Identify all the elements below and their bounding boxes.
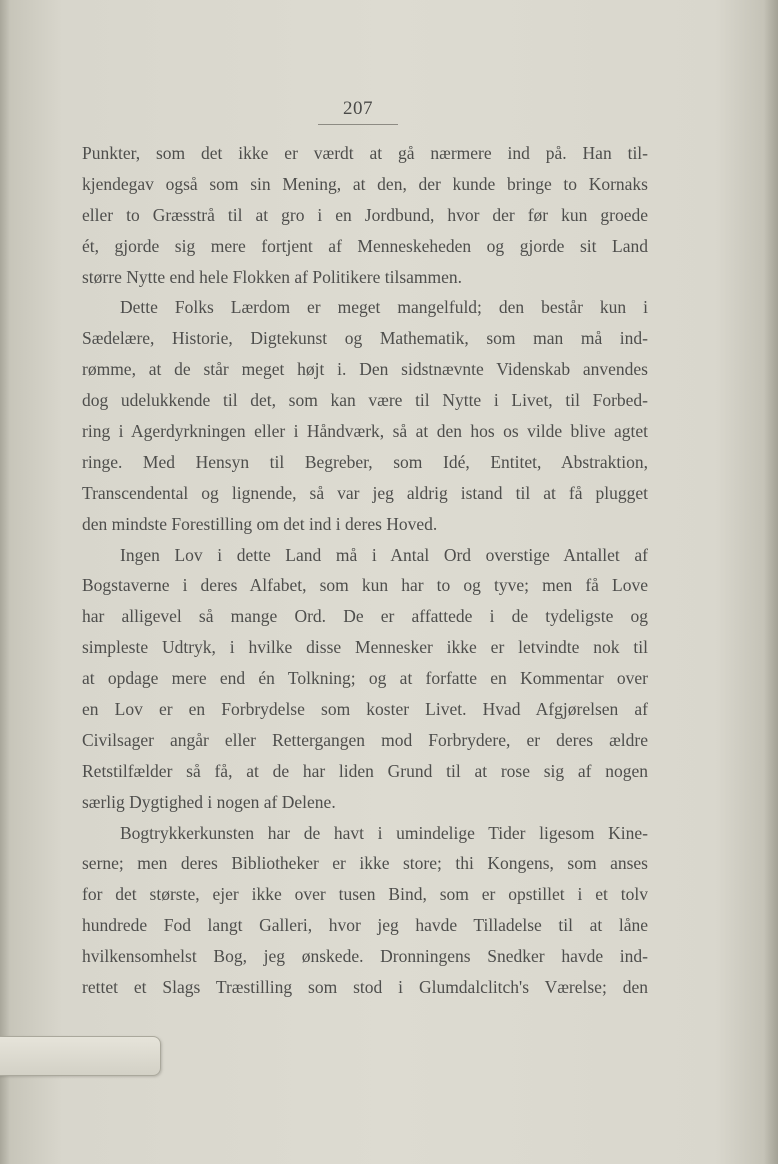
text-line: ringe. Med Hensyn til Begreber, som Idé, Entitet, Abstraktion, — [82, 451, 648, 472]
text-line: en Lov er en Forbrydelse som koster Livet. Hvad Afgjørelsen af — [82, 699, 648, 720]
text-line: at opdage mere end én Tolkning; og at forfatte en Kommentar over — [82, 668, 648, 689]
text-line: hvilkensomhelst Bog, jeg ønskede. Dronningens Snedker havde ind- — [82, 946, 648, 967]
text-line: større Nytte end hele Flokken af Politikere tilsammen. — [82, 266, 463, 287]
text-line: Bogstaverne i deres Alfabet, som kun har to og tyve; men få Love — [82, 575, 648, 596]
page-tab-marker — [0, 1036, 161, 1076]
text-line: den mindste Forestilling om det ind i deres Hoved. — [82, 513, 438, 534]
text-line: eller to Græsstrå til at gro i en Jordbund, hvor der før kun groede — [82, 204, 648, 225]
text-line: hundrede Fod langt Galleri, hvor jeg havde Tilladelse til at låne — [82, 915, 648, 936]
text-line: Ingen Lov i dette Land må i Antal Ord overstige Antallet af — [120, 544, 648, 565]
text-line: Bogtrykkerkunsten har de havt i umindelige Tider ligesom Kine- — [120, 822, 648, 843]
text-line: kjendegav også som sin Mening, at den, der kunde bringe to Kornaks — [82, 173, 648, 194]
text-line: dog udelukkende til det, som kan være til Nytte i Livet, til Forbed- — [82, 390, 648, 411]
text-line: rømme, at de står meget højt i. Den sidstnævnte Videnskab anvendes — [82, 359, 648, 380]
text-line: særlig Dygtighed i nogen af Delene. — [82, 791, 336, 812]
text-line: Sædelære, Historie, Digtekunst og Mathematik, som man må ind- — [82, 328, 648, 349]
page-right-edge-shadow — [764, 0, 778, 1164]
text-line: Retstilfælder så få, at de har liden Grund til at rose sig af nogen — [82, 760, 648, 781]
text-line: ét, gjorde sig mere fortjent af Menneskeheden og gjorde sit Land — [82, 235, 648, 256]
text-line: ring i Agerdyrkningen eller i Håndværk, så at den hos os vilde blive agtet — [82, 421, 648, 442]
text-line: har alligevel så mange Ord. De er affattede i de tydeligste og — [82, 606, 648, 627]
text-line: for det største, ejer ikke over tusen Bind, som er opstillet i et tolv — [82, 884, 648, 905]
page-left-edge-shadow — [0, 0, 10, 1164]
body-text — [82, 138, 648, 1003]
text-line: Dette Folks Lærdom er meget mangelfuld; den består kun i — [120, 297, 648, 318]
text-line: Transcendental og lignende, så var jeg aldrig istand til at få plugget — [82, 482, 648, 503]
page-number-rule — [318, 124, 398, 125]
text-line: rettet et Slags Træstilling som stod i Glumdalclitch's Værelse; den — [82, 977, 648, 998]
page-number: 207 — [343, 98, 373, 119]
text-line: simpleste Udtryk, i hvilke disse Mennesker ikke er letvindte nok til — [82, 637, 648, 658]
text-line: Civilsager angår eller Rettergangen mod Forbrydere, er deres ældre — [82, 729, 648, 750]
text-line: Punkter, som det ikke er værdt at gå nærmere ind på. Han til- — [82, 143, 648, 163]
text-line: serne; men deres Bibliotheker er ikke store; thi Kongens, som anses — [82, 853, 648, 874]
